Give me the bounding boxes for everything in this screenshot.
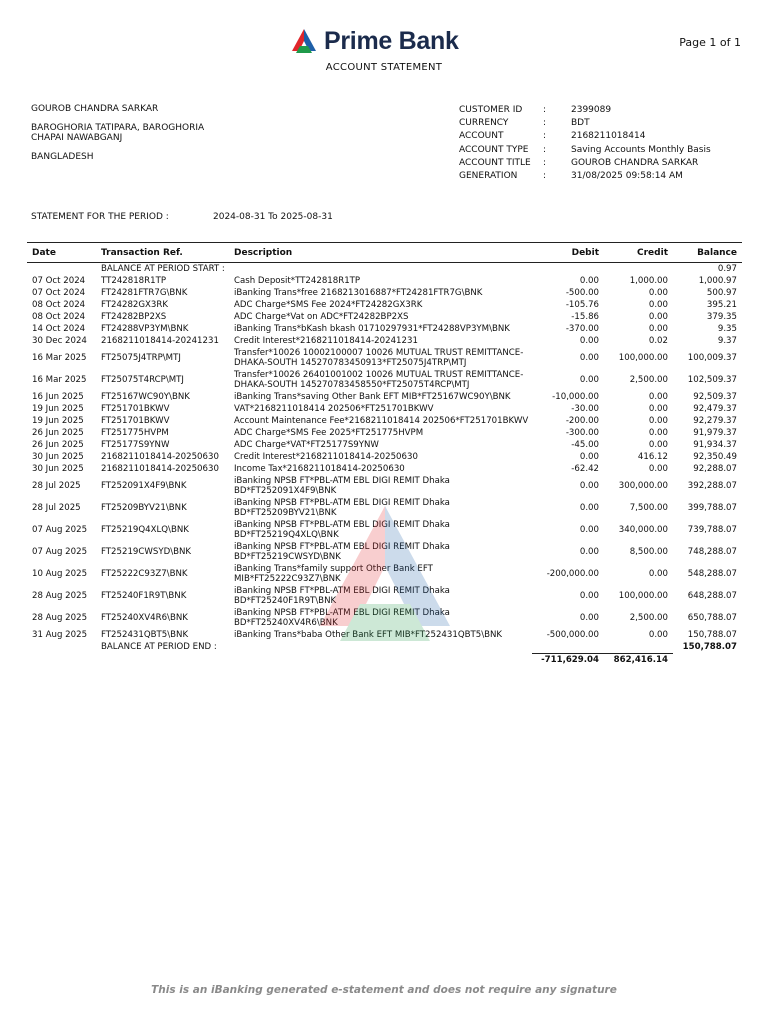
cell-description: ADC Charge*SMS Fee 2025*FT251775HVPM: [234, 428, 424, 438]
cell-balance: 395.21: [706, 300, 737, 310]
cell-credit: 0.00: [648, 404, 668, 414]
cell-description: Cash Deposit*TT242818R1TP: [234, 276, 361, 286]
cell-balance: 92,479.37: [693, 404, 737, 414]
cell-description: VAT*2168211018414 202506*FT251701BKWV: [234, 404, 434, 414]
cell-debit: 0.00: [579, 525, 599, 535]
account-info-label: CURRENCY: [459, 117, 509, 128]
table-row: [27, 439, 742, 451]
cell-ref: FT25222C93Z7\BNK: [101, 569, 188, 579]
closing-balance-value: 150,788.07: [682, 642, 737, 653]
cell-date: 16 Mar 2025: [32, 353, 87, 363]
cell-ref: FT24282BP2XS: [101, 312, 167, 322]
col-header-balance: Balance: [673, 243, 742, 263]
cell-date: 14 Oct 2024: [32, 324, 86, 334]
cell-balance: 92,350.49: [693, 452, 737, 462]
account-info-value: Saving Accounts Monthly Basis: [571, 144, 711, 155]
cell-ref: FT24282GX3RK: [101, 300, 169, 310]
period-label: STATEMENT FOR THE PERIOD :: [31, 212, 169, 222]
cell-credit: 300,000.00: [618, 481, 668, 491]
cell-ref: 2168211018414-20250630: [101, 452, 219, 462]
cell-credit: 7,500.00: [629, 503, 668, 513]
cell-balance: 9.35: [717, 324, 737, 334]
cell-balance: 150,788.07: [687, 630, 737, 640]
bank-logo: [288, 26, 459, 56]
cell-description: Transfer*10026 10002100007 10026 MUTUAL TRUST REMITTANCE-DHAKA-SOUTH 145270783450913*FT25075J4TRP\MTJ: [234, 348, 524, 368]
account-info-label: ACCOUNT TITLE: [459, 157, 531, 168]
cell-ref: FT25075T4RCP\MTJ: [101, 375, 184, 385]
cell-description: iBanking Trans*baba Other Bank EFT MIB*FT252431QBT5\BNK: [234, 630, 503, 640]
cell-description: iBanking NPSB FT*PBL-ATM EBL DIGI REMIT Dhaka BD*FT25219Q4XLQ\BNK: [234, 520, 450, 540]
table-row: [27, 519, 742, 541]
cell-description: ADC Charge*VAT*FT25177S9YNW: [234, 440, 379, 450]
cell-balance: 739,788.07: [687, 525, 737, 535]
account-info-row: [459, 116, 711, 129]
cell-balance: 91,979.37: [693, 428, 737, 438]
cell-ref: FT25209BYV21\BNK: [101, 503, 187, 513]
cell-date: 07 Oct 2024: [32, 288, 86, 298]
customer-name: GOUROB CHANDRA SARKAR: [31, 104, 159, 114]
cell-ref: 2168211018414-20241231: [101, 336, 219, 346]
period-value: 2024-08-31 To 2025-08-31: [213, 212, 333, 222]
cell-debit: -30.00: [571, 404, 599, 414]
spacer-cell: [27, 654, 532, 667]
cell-description: Income Tax*2168211018414-20250630: [234, 464, 405, 474]
cell-ref: FT25219Q4XLQ\BNK: [101, 525, 189, 535]
cell-credit: 8,500.00: [629, 547, 668, 557]
account-info: [459, 103, 711, 183]
col-header-debit: Debit: [532, 243, 604, 263]
customer-address: [31, 104, 204, 162]
cell-debit: 0.00: [579, 613, 599, 623]
cell-description: ADC Charge*SMS Fee 2024*FT24282GX3RK: [234, 300, 423, 310]
cell-balance: 1,000.97: [698, 276, 737, 286]
cell-debit: -45.00: [571, 440, 599, 450]
cell-debit: -500.00: [565, 288, 599, 298]
col-header-description: Description: [229, 243, 532, 263]
cell-date: 07 Oct 2024: [32, 276, 86, 286]
table-row: [27, 427, 742, 439]
account-info-row: [459, 103, 711, 116]
statement-period: [31, 212, 333, 222]
account-info-separator: :: [543, 157, 547, 168]
cell-balance: 92,279.37: [693, 416, 737, 426]
cell-date: 31 Aug 2025: [32, 630, 88, 640]
cell-credit: 0.00: [648, 324, 668, 334]
cell-debit: -370.00: [565, 324, 599, 334]
cell-description: iBanking NPSB FT*PBL-ATM EBL DIGI REMIT Dhaka BD*FT25209BYV21\BNK: [234, 498, 450, 518]
cell-credit: 0.00: [648, 416, 668, 426]
table-row: [27, 323, 742, 335]
address-line-2: CHAPAI NAWABGANJ: [31, 133, 123, 143]
col-header-credit: Credit: [604, 243, 673, 263]
cell-date: 26 Jun 2025: [32, 440, 84, 450]
cell-ref: TT242818R1TP: [101, 276, 167, 286]
cell-description: iBanking NPSB FT*PBL-ATM EBL DIGI REMIT Dhaka BD*FT252091X4F9\BNK: [234, 476, 450, 496]
cell-ref: FT24281FTR7G\BNK: [101, 288, 188, 298]
cell-description: Account Maintenance Fee*2168211018414 202506*FT251701BKWV: [234, 416, 529, 426]
cell-ref: FT251775HVPM: [101, 428, 169, 438]
statement-title: ACCOUNT STATEMENT: [325, 62, 443, 73]
table-row: [27, 311, 742, 323]
table-row: [27, 563, 742, 585]
cell-date: 28 Aug 2025: [32, 613, 88, 623]
cell-debit: 0.00: [579, 336, 599, 346]
cell-debit: -10,000.00: [552, 392, 599, 402]
table-row: [27, 497, 742, 519]
cell-credit: 0.00: [648, 464, 668, 474]
cell-date: 07 Aug 2025: [32, 525, 88, 535]
cell-balance: 399,788.07: [687, 503, 737, 513]
table-row: [27, 403, 742, 415]
table-row: [27, 287, 742, 299]
cell-description: iBanking NPSB FT*PBL-ATM EBL DIGI REMIT Dhaka BD*FT25240F1R9T\BNK: [234, 586, 450, 606]
cell-credit: 416.12: [637, 452, 668, 462]
col-header-ref: Transaction Ref.: [96, 243, 229, 263]
cell-credit: 0.00: [648, 300, 668, 310]
cell-balance: 548,288.07: [687, 569, 737, 579]
spacer-cell: [27, 641, 96, 654]
opening-balance-label: BALANCE AT PERIOD START :: [101, 264, 225, 274]
total-credit: 862,416.14: [604, 654, 673, 667]
cell-credit: 0.00: [648, 288, 668, 298]
cell-date: 30 Jun 2025: [32, 452, 84, 462]
footer-note: This is an iBanking generated e-statement and does not require any signature: [151, 984, 617, 996]
cell-credit: 0.00: [648, 569, 668, 579]
table-row: [27, 451, 742, 463]
cell-credit: 100,000.00: [618, 353, 668, 363]
cell-date: 19 Jun 2025: [32, 404, 84, 414]
cell-credit: 340,000.00: [618, 525, 668, 535]
cell-date: 07 Aug 2025: [32, 547, 88, 557]
cell-credit: 2,500.00: [629, 375, 668, 385]
cell-description: iBanking Trans*free 2168213016887*FT24281FTR7G\BNK: [234, 288, 483, 298]
cell-ref: FT25219CWSYD\BNK: [101, 547, 192, 557]
cell-credit: 0.02: [648, 336, 668, 346]
cell-date: 16 Jun 2025: [32, 392, 84, 402]
cell-balance: 100,009.37: [687, 353, 737, 363]
cell-date: 19 Jun 2025: [32, 416, 84, 426]
cell-credit: 0.00: [648, 428, 668, 438]
cell-balance: 500.97: [706, 288, 737, 298]
cell-ref: FT25240XV4R6\BNK: [101, 613, 188, 623]
table-row: [27, 335, 742, 347]
transactions-table: [27, 242, 742, 666]
bank-name: Prime Bank: [324, 26, 459, 55]
cell-balance: 92,288.07: [693, 464, 737, 474]
cell-date: 30 Dec 2024: [32, 336, 87, 346]
table-row: [27, 347, 742, 369]
cell-credit: 1,000.00: [629, 276, 668, 286]
cell-debit: -105.76: [565, 300, 599, 310]
closing-balance-row: [27, 641, 742, 654]
account-info-label: GENERATION: [459, 171, 518, 182]
cell-debit: -200,000.00: [546, 569, 599, 579]
account-info-label: ACCOUNT: [459, 131, 504, 142]
cell-debit: -200.00: [565, 416, 599, 426]
cell-debit: 0.00: [579, 375, 599, 385]
col-header-date: Date: [27, 243, 96, 263]
cell-ref: FT251701BKWV: [101, 416, 170, 426]
cell-debit: 0.00: [579, 452, 599, 462]
cell-credit: 0.00: [648, 630, 668, 640]
cell-ref: FT251701BKWV: [101, 404, 170, 414]
cell-description: Transfer*10026 26401001002 10026 MUTUAL TRUST REMITTANCE-DHAKA-SOUTH 145270783458550*FT25075T4RCP\MTJ: [234, 370, 524, 390]
cell-debit: 0.00: [579, 353, 599, 363]
cell-balance: 648,288.07: [687, 591, 737, 601]
cell-description: Credit Interest*2168211018414-20250630: [234, 452, 418, 462]
cell-credit: 0.00: [648, 392, 668, 402]
table-row: [27, 415, 742, 427]
address-line-1: BAROGHORIA TATIPARA, BAROGHORIA: [31, 123, 205, 133]
cell-date: 10 Aug 2025: [32, 569, 88, 579]
cell-date: 28 Jul 2025: [32, 481, 81, 491]
account-info-separator: :: [543, 117, 547, 128]
account-info-row: [459, 143, 711, 156]
spacer-cell: [673, 654, 742, 667]
totals-row: [27, 654, 742, 667]
cell-ref: FT252091X4F9\BNK: [101, 481, 187, 491]
cell-debit: 0.00: [579, 547, 599, 557]
account-info-value: 31/08/2025 09:58:14 AM: [571, 171, 683, 182]
cell-balance: 102,509.37: [687, 375, 737, 385]
cell-ref: FT25075J4TRP\MTJ: [101, 353, 181, 363]
cell-ref: FT25167WC90Y\BNK: [101, 392, 190, 402]
cell-ref: FT24288VP3YM\BNK: [101, 324, 189, 334]
cell-description: iBanking Trans*family support Other Bank EFT MIB*FT25222C93Z7\BNK: [234, 564, 433, 584]
table-row: [27, 607, 742, 629]
account-info-value: 2399089: [571, 104, 612, 115]
cell-credit: 0.00: [648, 312, 668, 322]
account-info-value: BDT: [571, 117, 590, 128]
account-info-row: [459, 169, 711, 182]
account-info-row: [459, 130, 711, 143]
cell-debit: 0.00: [579, 276, 599, 286]
total-debit: -711,629.04: [532, 654, 604, 667]
cell-balance: 392,288.07: [687, 481, 737, 491]
cell-balance: 91,934.37: [693, 440, 737, 450]
account-info-label: CUSTOMER ID: [459, 104, 523, 115]
cell-credit: 0.00: [648, 440, 668, 450]
table-header-row: [27, 243, 742, 263]
cell-date: 28 Aug 2025: [32, 591, 88, 601]
cell-balance: 379.35: [706, 312, 737, 322]
cell-debit: -62.42: [571, 464, 599, 474]
cell-ref: FT25177S9YNW: [101, 440, 170, 450]
table-row: [27, 541, 742, 563]
account-info-separator: :: [543, 131, 547, 142]
address-country: BANGLADESH: [31, 152, 94, 162]
cell-ref: FT25240F1R9T\BNK: [101, 591, 187, 601]
account-info-separator: :: [543, 171, 547, 182]
account-info-row: [459, 156, 711, 169]
cell-description: iBanking Trans*saving Other Bank EFT MIB*FT25167WC90Y\BNK: [234, 392, 511, 402]
cell-ref: 2168211018414-20250630: [101, 464, 219, 474]
opening-balance-row: [27, 263, 742, 276]
table-row: [27, 299, 742, 311]
cell-debit: 0.00: [579, 591, 599, 601]
cell-credit: 2,500.00: [629, 613, 668, 623]
page-number: Page 1 of 1: [679, 36, 741, 49]
closing-balance-label: BALANCE AT PERIOD END :: [101, 642, 217, 652]
cell-description: iBanking Trans*bKash bkash 01710297931*FT24288VP3YM\BNK: [234, 324, 510, 334]
table-row: [27, 391, 742, 403]
account-info-value: 2168211018414: [571, 131, 646, 142]
account-info-value: GOUROB CHANDRA SARKAR: [571, 157, 699, 168]
cell-description: ADC Charge*Vat on ADC*FT24282BP2XS: [234, 312, 409, 322]
cell-description: iBanking NPSB FT*PBL-ATM EBL DIGI REMIT Dhaka BD*FT25240XV4R6\BNK: [234, 608, 450, 628]
table-row: [27, 629, 742, 641]
cell-balance: 748,288.07: [687, 547, 737, 557]
cell-date: 08 Oct 2024: [32, 300, 86, 310]
table-row: [27, 585, 742, 607]
cell-debit: -15.86: [571, 312, 599, 322]
cell-description: iBanking NPSB FT*PBL-ATM EBL DIGI REMIT Dhaka BD*FT25219CWSYD\BNK: [234, 542, 450, 562]
account-info-separator: :: [543, 104, 547, 115]
cell-credit: 100,000.00: [618, 591, 668, 601]
prime-bank-logo-icon: [288, 27, 320, 55]
cell-date: 08 Oct 2024: [32, 312, 86, 322]
table-row: [27, 463, 742, 475]
account-info-label: ACCOUNT TYPE: [459, 144, 529, 155]
table-row: [27, 369, 742, 391]
cell-ref: FT252431QBT5\BNK: [101, 630, 189, 640]
cell-debit: 0.00: [579, 503, 599, 513]
table-row: [27, 475, 742, 497]
cell-date: 30 Jun 2025: [32, 464, 84, 474]
cell-debit: -500,000.00: [546, 630, 599, 640]
cell-balance: 9.37: [717, 336, 737, 346]
cell-description: Credit Interest*2168211018414-20241231: [234, 336, 418, 346]
table-row: [27, 275, 742, 287]
account-info-separator: :: [543, 144, 547, 155]
cell-date: 28 Jul 2025: [32, 503, 81, 513]
opening-balance-value: 0.97: [717, 264, 737, 274]
cell-date: 26 Jun 2025: [32, 428, 84, 438]
cell-debit: -300.00: [565, 428, 599, 438]
cell-balance: 92,509.37: [693, 392, 737, 402]
cell-debit: 0.00: [579, 481, 599, 491]
cell-date: 16 Mar 2025: [32, 375, 87, 385]
cell-balance: 650,788.07: [687, 613, 737, 623]
